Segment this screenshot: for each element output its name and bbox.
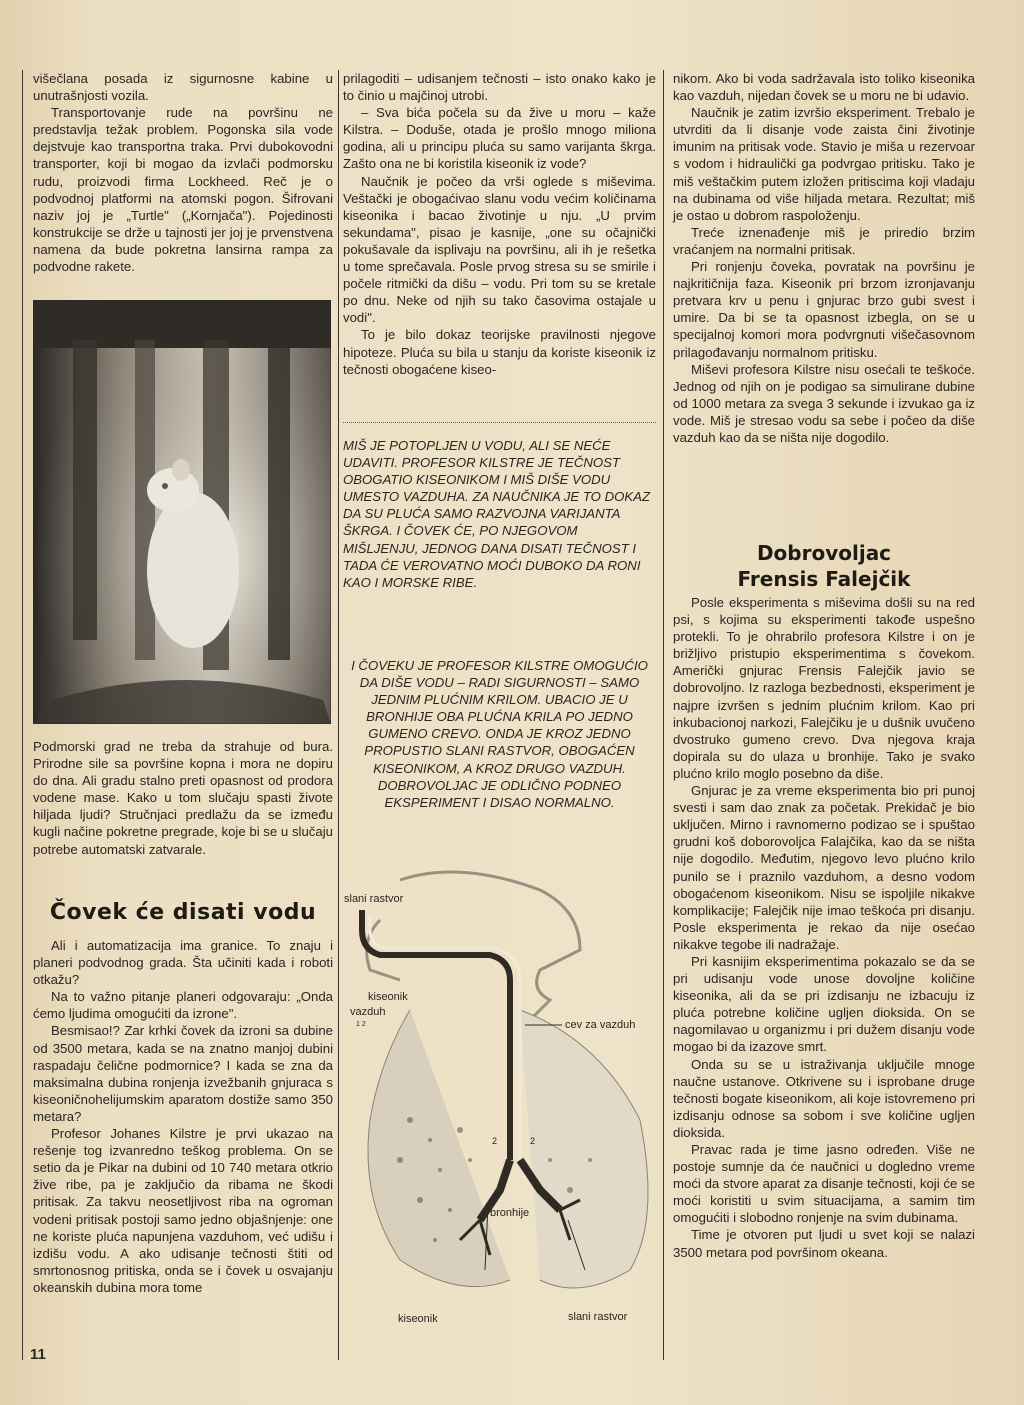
label-small-numbers: 1 2 — [356, 1021, 366, 1028]
paragraph: – Sva bića počela su da žive u moru – kaže Kilstra. – Doduše, otada je prošlo mnogo miliona godina, ali u principu pluća su samo varijanta škrga. Zašto ona ne bi koristila kiseonik iz vode? — [343, 105, 656, 172]
paragraph: Naučnik je počeo da vrši oglede s miševima. Veštački je obogaćivao slanu vodu većim količinama kiseonika i bacao životinje u nju. „U prvim sekundama", pisao je kasnije, „one su očajnički pokušavale da isplivaju na površinu, ali ih je rešetka u tome sprečavala. Posle prvog stresa su se smirile i počele ritmički da dišu – vodu. Pri tom su se kretale po dnu. Neke od njih su tako časovima ostajale u vodi". — [343, 173, 656, 326]
paragraph: Gnjurac je za vreme eksperimenta bio pri punoj svesti i sam dao znak za početak. Prekidač je bio uključen. Mirno i ravnomerno podizao se i spuštao grudni koš doborovoljca Falajčika, kao da se ništa nije dogodilo. Međutim, njegovo levo plućno krilo punilo se i praznilo vazduhom, a desno vodom obogaćenom kiseonikom. Nisu se ispoljile nikakve komplikacije; Falejčik nije imao teškoća pri disanju. Posle eksperimenta je rekao da nije osećao nikakve tegobe ili nadražaje. — [673, 783, 975, 952]
paragraph: Besmisao!? Zar krhki čovek da izroni sa dubine od 3500 metara, kada se na znatno manjoj dubini raspadaju čelične podmornice? I kada se zna da maksimalna dubina ronjenja izvežbanih gnjuraca s kiseoničnohelijumskim aparatom dostiže samo 350 metara? — [33, 1023, 333, 1124]
label-slani-rastvor-bottom: slani rastvor — [568, 1311, 628, 1323]
paragraph: Pri ronjenju čoveka, povratak na površinu je najkritičnija faza. Kiseonik pri brzom izronjavanju pretvara krv u penu i gnjurac brzo gubi svest i umire. Da bi se ta opasnost izbegla, on se u specijalnoj komori mora podvrgnuti višečasovnom prilagođavanju normalnom pritisku. — [673, 259, 975, 360]
column-3-bottom — [673, 594, 975, 1261]
paragraph: Transportovanje rude na površinu ne predstavlja težak problem. Pogonska sila vode dejstvuje kao transportna traka. Prvi dubokovodni transporter, koji bi mogao da izvlači podmorsku rudu, proizvodi firma Lockheed. Reč je o podvodnoj platformi na atomski pogon. Šifrovani naziv joj je „Turtle" („Kornjača"). Pojedinosti konstrukcije se drže u tajnosti jer joj je prvenstvena namena da bude pokretna lansirna rampa za podvodne rakete. — [33, 105, 333, 275]
paragraph: Profesor Johanes Kilstre je prvi ukazao na rešenje tog izvanredno teškog problema. On se setio da je Pikar na dubini od 10 740 metara otkrio žive ribe, pa je zaključio da ribama ne škodi pritisak. Za takvu neosetljivost riba na ogroman vodeni pritisak postoji samo jedno objašnjenje: one ne koriste pluća napunjena vazduhom, već udišu i izdišu vodu. A ako udisanje tečnosti štiti od smrtonosnog pritiska, onda se i čovek u osvajanju okeanskih dubina mora tome — [33, 1126, 333, 1295]
label-kiseonik-top: kiseonik — [368, 991, 408, 1003]
label-bronhije: bronhije — [490, 1207, 530, 1219]
paragraph: prilagoditi – udisanjem tečnosti – isto onako kako je to činio u majčinoj utrobi. — [343, 71, 656, 104]
heading-line-1: Dobrovoljac — [756, 541, 892, 565]
label-number-2b: 2 — [530, 1136, 536, 1146]
label-number-2a: 2 — [492, 1136, 498, 1146]
paragraph: Naučnik je zatim izvršio eksperiment. Trebalo je utvrditi da li disanje vode zaista čini životinje imunim na pritisak vode. Stavio je miša u rezervoar s vodom i hidraulički ga podvrgao pritisku. Tako je miš veštačkim putem izložen pritiscima koji vladaju na dubinama od više hiljada metara. Rezultat; miš je ostao u dobrom raspoloženju. — [673, 105, 975, 223]
page-number: 11 — [30, 1346, 46, 1363]
mouse-photo-image — [33, 300, 331, 724]
photo-caption: Podmorski grad ne treba da strahuje od bura. Prirodne sile sa površine kopna i mora ne dopiru do dna. Ali gradu stalno preti opasnost od prodora vodene mase. Kako u tom slučaju spasti živote hiljada ljudi? Stručnjaci predlažu da se između kugli načine pokretne pregrade, koje bi se u slučaju potrebe automatski zatvarale. — [33, 739, 333, 857]
pull-quote-mouse: MIŠ JE POTOPLJEN U VODU, ALI SE NEĆE UDAVITI. PROFESOR KILSTRE JE TEČNOST OBOGATIO KISEONIKOM I MIŠ DIŠE VODU UMESTO VAZDUHA. ZA NAUČNIKA JE TO DOKAZ DA SU PLUĆA SAMO RAZVOJNA VARIJANTA ŠKRGA. I ČOVEK ĆE, PO NJEGOVOM MIŠLJENJU, JEDNOG DANA DISATI TEČNOST I TADA ĆE VEROVATNO MOĆI DUBOKO DA RONI KAO I MORSKE RIBE. — [343, 438, 651, 590]
paragraph: Pravac rada je time jasno određen. Više ne postoje sumnje da će naučnici u dogledno vreme moći da stvore aparat za disanje tečnosti, koji će se moći koristiti u svim situacijama, a samim tim omogućiti i slobodno ronjenje na svim dubinama. — [673, 1142, 975, 1226]
column-rule-1 — [338, 70, 339, 1360]
separator — [343, 422, 656, 423]
column-2-top — [343, 70, 656, 378]
column-1-bottom — [33, 937, 333, 1296]
column-3-top — [673, 70, 975, 446]
label-cev-za-vazduh: cev za vazduh — [565, 1019, 636, 1031]
column-1-top — [33, 70, 333, 275]
label-slani-rastvor-top: slani rastvor — [344, 893, 404, 905]
paragraph: Time je otvoren put ljudi u svet koji se nalazi 3500 metara pod površinom okeana. — [673, 1227, 975, 1260]
label-kiseonik-bottom: kiseonik — [398, 1313, 438, 1325]
paragraph: Onda su se u istraživanja uključile mnoge naučne ustanove. Otkrivene su i isprobane druge tečnosti bogate kiseonikom, ali koje istovremeno pri izdisanju odnose sa sobom i sve količine ugljen dioksida. — [673, 1056, 975, 1140]
pull-quote-human: I ČOVEKU JE PROFESOR KILSTRE OMOGUĆIO DA DIŠE VODU – RADI SIGURNOSTI – SAMO JEDNIM PLUĆNIM KRILOM. UBACIO JE U BRONHIJE OBA PLUĆNA KRILA PO JEDNO GUMENO CREVO. ONDA JE KROZ JEDNO PROPUSTIO SLANI RASTVOR, OBOGAĆEN KISEONIKOM, A KROZ DRUGO VAZDUH. DOBROVOLJAC JE ODLIČNO PODNEO EKSPERIMENT I DISAO NORMALNO. — [351, 658, 648, 810]
paragraph: Ali i automatizacija ima granice. To znaju i planeri podvodnog grada. Šta učiniti kada i roboti otkažu? — [33, 938, 333, 988]
paragraph: Posle eksperimenta s miševima došli su na red psi, s kojima su eksperimenti takođe uspešno protekli. To je ohrabrilo profesora Kilstre i on je brižljivo pristupio eksperimentima s čovekom. Američki gnjurac Frensis Falejčik javio se dobrovoljno. Iz razloga bezbednosti, eksperiment je najpre izvršen s jednim plućnim krilom. Kao pri inkubacionoj narkozi, Falejčiku je u dušnik uvučeno dvostruko gumeno crevo. Dva njegova kraja dopirala su do ulaza u bronhije. Tako je svako plućno krilo moglo posebno da diše. — [673, 595, 975, 781]
heading-line-2: Frensis Falejčik — [737, 567, 911, 591]
lung-diagram — [340, 860, 660, 1330]
mouse-in-water-photo — [33, 300, 331, 724]
label-vazduh: vazduh — [350, 1006, 386, 1018]
paragraph: nikom. Ako bi voda sadržavala isto toliko kiseonika kao vazduh, nijedan čovek se u moru ne bi udavio. — [673, 71, 975, 104]
paragraph: Pri kasnijim eksperimentima pokazalo se da se pri udisanju vode unose dovoljne količine kiseonika, ali da se pri izdisanju ne izbacuju iz pluća potrebne količine ugljen dioksida. On se nagomilavao u organizmu i pri dužem disanju vode mogao bi da izazove smrt. — [673, 953, 975, 1055]
column-rule-2 — [663, 70, 664, 1360]
section-heading-disati-vodu: Čovek će disati vodu — [49, 900, 317, 925]
lung-diagram-svg — [340, 860, 660, 1330]
paragraph: Miševi profesora Kilstre nisu osećali te teškoće. Jednog od njih on je podigao sa simulirane dubine od 1000 metara za svega 3 sekunde i izvukao ga iz vode. Miš je stresao vodu sa sebe i počeo da diše vazduh kao da se ništa nije dogodilo. — [673, 361, 975, 445]
paragraph: Treće iznenađenje miš je priredio brzim vraćanjem na normalni pritisak. — [673, 224, 975, 257]
paragraph: To je bilo dokaz teorijske pravilnosti njegove hipoteze. Pluća su bila u stanju da koriste kiseonik iz tečnosti obogaćene kiseo- — [343, 327, 656, 377]
column-rule-left — [22, 70, 23, 1360]
paragraph: višečlana posada iz sigurnosne kabine u unutrašnjosti vozila. — [33, 71, 333, 104]
paragraph: Na to važno pitanje planeri odgovaraju: „Onda ćemo ljudima omogućiti da izrone". — [33, 989, 333, 1022]
section-heading-dobrovoljac — [673, 540, 975, 592]
